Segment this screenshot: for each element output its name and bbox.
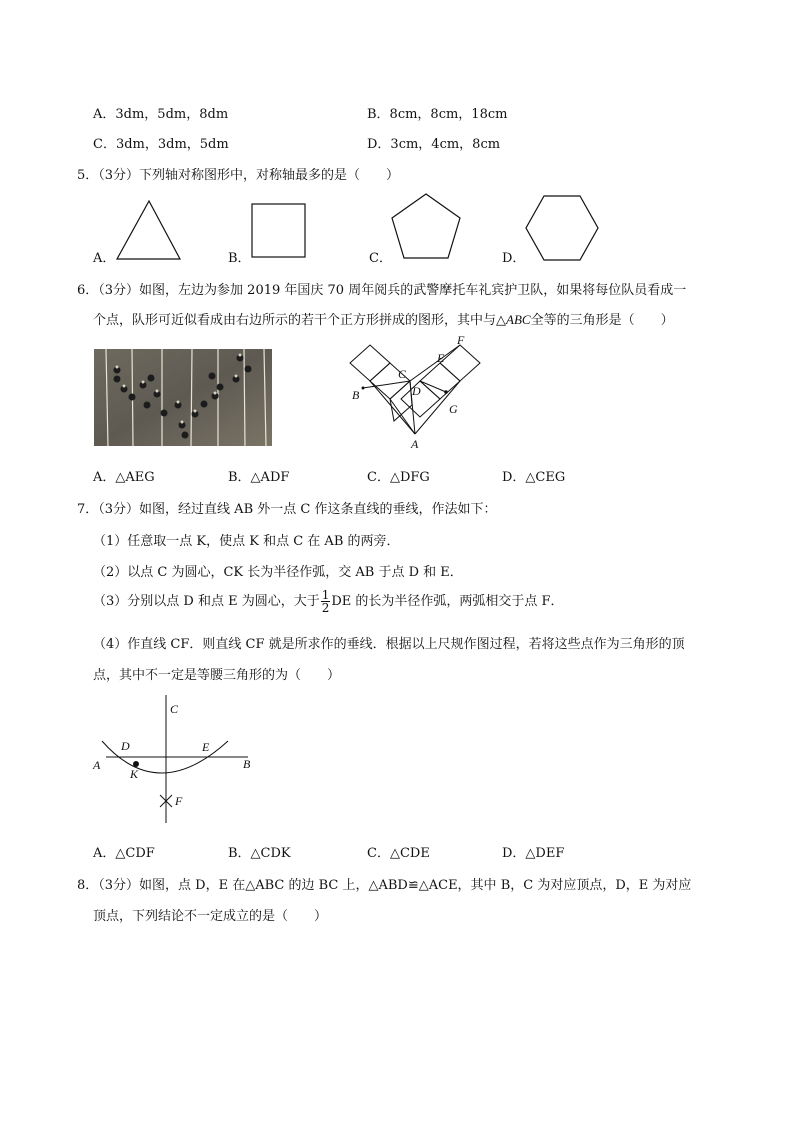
- q7-option-b: B．△CDK: [228, 846, 291, 861]
- parade-photo: [94, 349, 272, 446]
- q5-stem: 5．（3分）下列轴对称图形中，对称轴最多的是（ ）: [77, 168, 400, 183]
- q5-label-a: A．: [93, 251, 116, 266]
- q4-option-a: A．3dm，5dm，8dm: [93, 107, 229, 122]
- q6-stem-line2: 个点，队形可近似看成由右边所示的若干个正方形拼成的图形，其中与△ABC全等的三角形是（ ）: [93, 312, 674, 328]
- triangle-figure: [110, 195, 185, 265]
- square-chain-figure: [335, 335, 490, 453]
- q7-option-a: A．△CDF: [93, 846, 155, 861]
- q6-option-a: A．△AEG: [93, 470, 155, 485]
- q7-stem: 7．（3分）如图，经过直线 AB 外一点 C 作这条直线的垂线，作法如下：: [77, 502, 497, 517]
- hexagon-figure: [522, 192, 602, 264]
- label-g: G: [449, 402, 458, 416]
- label-e: E: [437, 351, 445, 365]
- q4-option-d: D．3cm，4cm，8cm: [367, 137, 501, 152]
- q4-option-c: C．3dm，3dm，5dm: [93, 137, 229, 152]
- q5-label-d: D．: [502, 251, 526, 266]
- label-a: A: [411, 437, 419, 451]
- q6-stem-line1: 6．（3分）如图，左边为参加 2019 年国庆 70 周年阅兵的武警摩托车礼宾护卫队，如果将每位队员看成一: [77, 283, 687, 298]
- q5-label-c: C．: [369, 251, 392, 266]
- q7-option-c: C．△CDE: [367, 846, 430, 861]
- q6-option-c: C．△DFG: [367, 470, 430, 485]
- perpendicular-construction-figure: [88, 695, 263, 830]
- pentagon-figure: [388, 190, 466, 264]
- q4-option-b: B．8cm，8cm，18cm: [367, 107, 508, 122]
- q6-option-b: B．△ADF: [228, 470, 290, 485]
- q6-option-d: D．△CEG: [502, 470, 566, 485]
- q7-step4-line1: （4）作直线 CF．则直线 CF 就是所求作的垂线．根据以上尺规作图过程，若将这些点作为三角形的顶: [93, 637, 685, 652]
- label-d: D: [121, 739, 130, 753]
- q5-label-b: B．: [228, 251, 251, 266]
- q7-step3: （3）分别以点 D 和点 E 为圆心，大于 $\frac{1}{2}$ DE 的长为半径作弧，两弧相交于点 F．: [93, 588, 564, 615]
- label-e: E: [202, 740, 210, 754]
- q7-option-d: D．△DEF: [502, 846, 565, 861]
- label-b: B: [352, 388, 360, 402]
- label-k: K: [130, 767, 139, 781]
- q7-step4-line2: 点，其中不一定是等腰三角形的为（ ）: [93, 668, 341, 683]
- q7-step1: （1）任意取一点 K，使点 K 和点 C 在 AB 的两旁．: [93, 534, 400, 549]
- square-figure: [248, 200, 310, 262]
- label-f: F: [457, 335, 465, 347]
- label-c: C: [170, 702, 179, 716]
- q8-stem-line1: 8．（3分）如图，点 D，E 在△ABC 的边 BC 上，△ABD≌△ACE，其中 B，C 为对应顶点，D，E 为对应: [77, 878, 692, 893]
- label-c: C: [398, 367, 407, 381]
- q7-step2: （2）以点 C 为圆心，CK 长为半径作弧，交 AB 于点 D 和 E．: [93, 565, 463, 580]
- label-b: B: [243, 757, 251, 771]
- label-d: D: [412, 384, 421, 398]
- fraction-half: $\frac{1}{2}$: [321, 588, 330, 615]
- label-f: F: [175, 794, 183, 808]
- label-a: A: [93, 758, 101, 772]
- q8-stem-line2: 顶点，下列结论不一定成立的是（ ）: [93, 909, 328, 924]
